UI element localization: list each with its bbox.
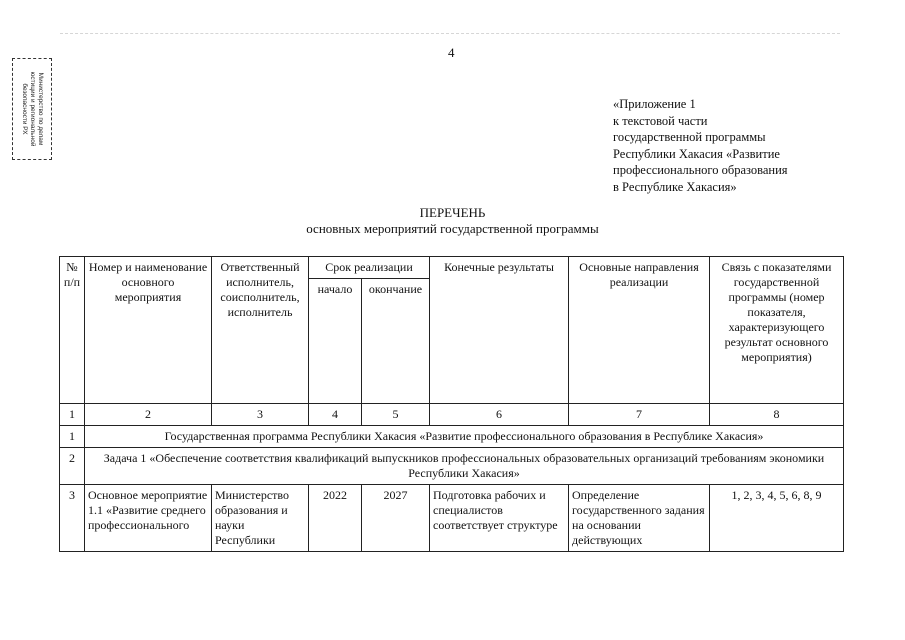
appendix-note: [613, 96, 873, 195]
activity-results: Подготовка рабочих и специалистов соответствует структуре: [430, 485, 569, 552]
appendix-line: Республики Хакасия «Развитие: [613, 146, 780, 161]
stamp-line: Министерство по делам: [37, 72, 44, 146]
column-number: 3: [212, 404, 309, 426]
activity-executor: Министерство образования и науки Республики: [212, 485, 309, 552]
appendix-line: профессионального образования: [613, 163, 788, 177]
activity-end: 2027: [362, 485, 430, 552]
stamp-line: юстиции и региональной: [29, 71, 36, 147]
appendix-line: к текстовой части: [613, 113, 708, 128]
activity-name: Основное мероприятие 1.1 «Развитие среднего профессионального: [85, 485, 212, 552]
scan-edge-marks: [60, 33, 840, 36]
header-directions: Основные направления реализации: [569, 257, 710, 404]
header-period: Срок реализации: [309, 257, 430, 279]
program-name: Государственная программа Республики Хакасия «Развитие профессионального образования в Республике Хакасия»: [85, 426, 844, 448]
column-number: 1: [60, 404, 85, 426]
header-num: № п/п: [60, 257, 85, 404]
column-number: 2: [85, 404, 212, 426]
column-number: 6: [430, 404, 569, 426]
header-name: Номер и наименование основного мероприятия: [85, 257, 212, 404]
task-name: Задача 1 «Обеспечение соответствия квалификаций выпускников профессиональных образовательных организаций требованиям экономики Республики Хакасия»: [85, 448, 844, 485]
stamp-line: безопасности РХ: [21, 83, 28, 135]
row-number: 3: [60, 485, 85, 552]
activity-directions: Определение государственного задания на основании действующих: [569, 485, 710, 552]
title-subheading: основных мероприятий государственной программы: [306, 221, 599, 236]
column-number: 5: [362, 404, 430, 426]
appendix-line: «Приложение 1: [613, 97, 696, 111]
header-link: Связь с показателями государственной программы (номер показателя, характеризующего результат основного мероприятия): [710, 257, 844, 404]
header-executor: Ответственный исполнитель, соисполнитель, исполнитель: [212, 257, 309, 404]
header-row: [60, 257, 844, 279]
column-number-row: [60, 404, 844, 426]
page-number: 4: [448, 45, 455, 60]
column-number: 4: [309, 404, 362, 426]
registration-stamp: [12, 58, 52, 160]
column-number: 7: [569, 404, 710, 426]
activity-link: 1, 2, 3, 4, 5, 6, 8, 9: [710, 485, 844, 552]
document-title: [0, 205, 905, 237]
appendix-line: в Республике Хакасия»: [613, 179, 737, 194]
column-number: 8: [710, 404, 844, 426]
header-end: окончание: [362, 279, 430, 404]
stamp-text: [20, 61, 44, 157]
activities-table: [59, 256, 844, 552]
header-results: Конечные результаты: [430, 257, 569, 404]
appendix-line: государственной программы: [613, 130, 766, 144]
activity-start: 2022: [309, 485, 362, 552]
task-row: [60, 448, 844, 485]
title-heading: ПЕРЕЧЕНЬ: [419, 205, 486, 220]
header-start: начало: [309, 279, 362, 404]
row-number: 1: [60, 426, 85, 448]
activity-row: [60, 485, 844, 552]
program-row: [60, 426, 844, 448]
row-number: 2: [60, 448, 85, 485]
